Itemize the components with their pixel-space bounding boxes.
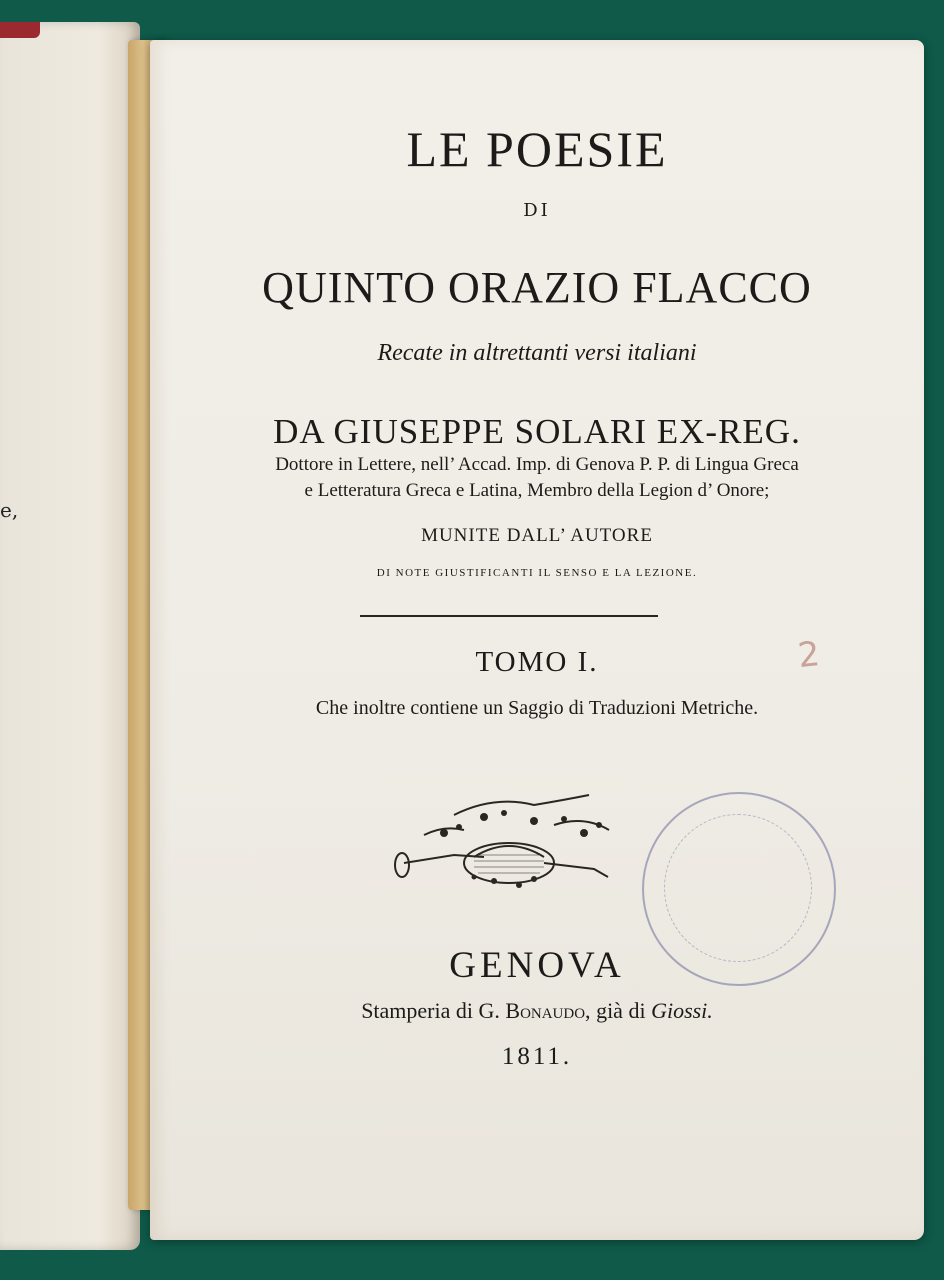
credentials-line-1: Dottore in Lettere, nell’ Accad. Imp. di Genova P. P. di Lingua Greca: [275, 454, 799, 475]
volume-description: Che inoltre contiene un Saggio di Traduzioni Metriche.: [315, 697, 759, 719]
handwritten-number: 2: [795, 633, 822, 677]
previous-page-text-fragment: e,: [0, 498, 19, 522]
title-connector: DI: [523, 200, 551, 221]
book-title: LE POESIE: [406, 121, 668, 177]
munite-line: MUNITE DALL’ AUTORE: [421, 525, 653, 546]
printer-previous: Giossi.: [651, 998, 713, 1023]
stamp-inner-ring: [664, 814, 812, 962]
printer-prefix: Stamperia di G.: [361, 998, 500, 1023]
translator-name: DA GIUSEPPE SOLARI EX-REG.: [273, 412, 801, 451]
red-endpaper-edge: [0, 22, 40, 38]
trophy-vignette-icon: [394, 785, 624, 905]
divider-rule: [360, 615, 658, 617]
author-name: QUINTO ORAZIO FLACCO: [262, 263, 812, 312]
subtitle: Recate in altrettanti versi italiani: [377, 340, 697, 366]
notes-line: DI NOTE GIUSTIFICANTI IL SENSO E LA LEZIONE.: [376, 567, 698, 579]
publication-place: GENOVA: [449, 945, 625, 986]
volume-label: TOMO I.: [475, 646, 599, 678]
credentials-line-2: e Letteratura Greca e Latina, Membro della Legion d’ Onore;: [304, 480, 770, 501]
printer-mid: già di: [596, 998, 646, 1023]
printer-line: [150, 998, 924, 1024]
title-page: [150, 40, 924, 1240]
printer-name: Bonaudo,: [505, 998, 591, 1023]
previous-page: [0, 22, 140, 1250]
publication-year: 1811.: [501, 1043, 573, 1070]
